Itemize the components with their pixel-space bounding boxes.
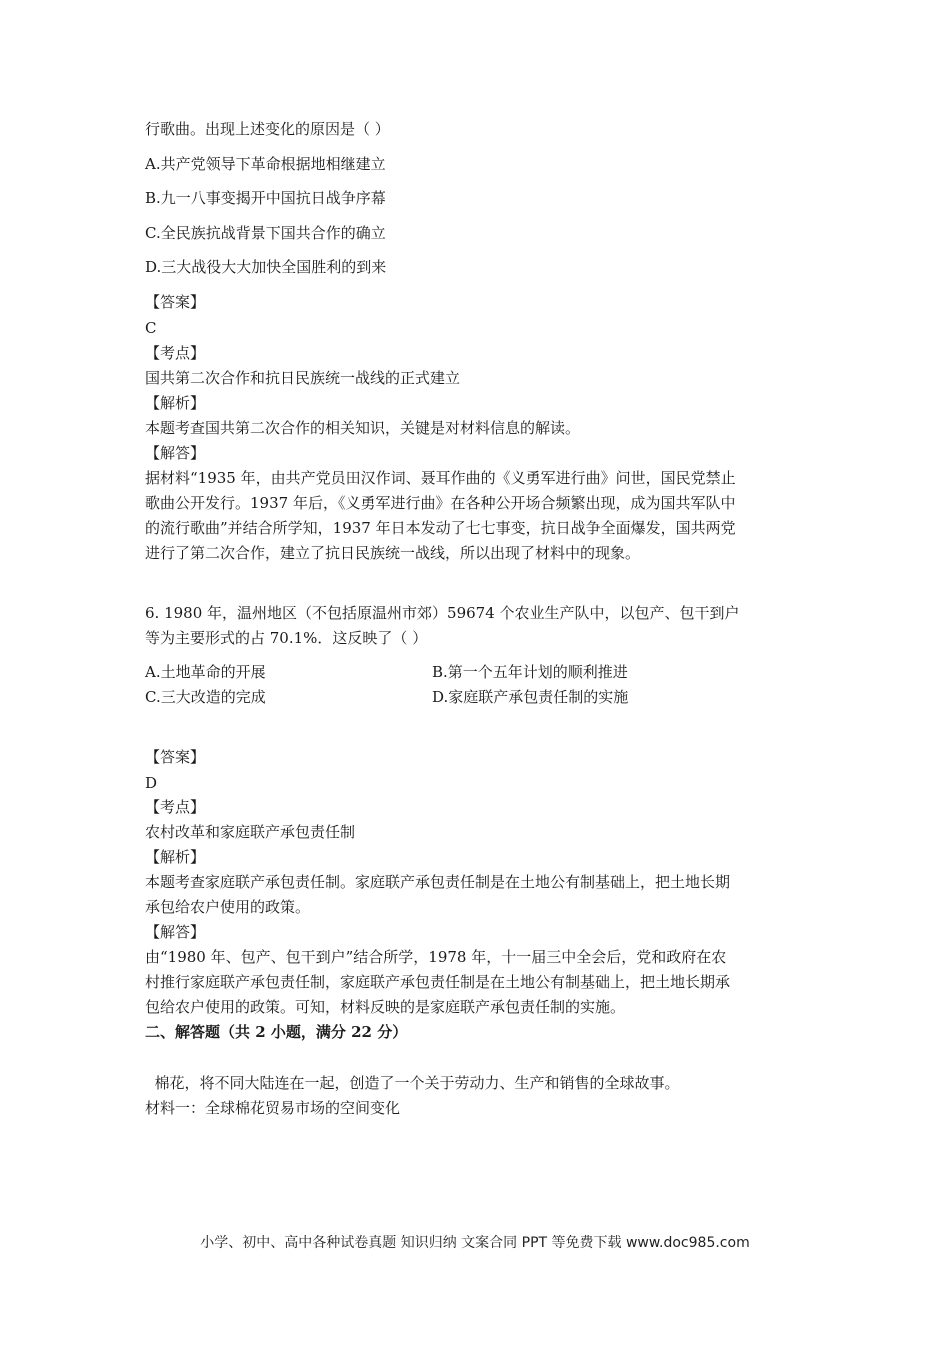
section-title: 二、解答题（共 2 小题，满分 22 分） xyxy=(145,1023,408,1041)
q6-point: 农村改革和家庭联产承包责任制 xyxy=(145,823,356,841)
q6-stem-line: 6. 1980 年，温州地区（不包括原温州市郊）59674 个农业生产队中，以包产、包干到户 xyxy=(145,604,740,622)
q6-solution-line: 包给农户使用的政策。可知，材料反映的是家庭联产承包责任制的实施。 xyxy=(145,998,626,1016)
q6-solution-line: 由“1980 年、包产、包干到户”结合所学，1978 年，十一届三中全会后，党和政府在农 xyxy=(145,948,727,966)
q5-solution-line: 的流行歌曲”并结合所学知，1937 年日本发动了七七事变，抗日战争全面爆发，国共两党 xyxy=(145,519,736,537)
q6-stem-line: 等为主要形式的占 70.1%．这反映了（ ） xyxy=(145,629,428,647)
q6-answer-label: 【答案】 xyxy=(145,748,206,766)
q6-analysis-line: 本题考查家庭联产承包责任制。家庭联产承包责任制是在土地公有制基础上，把土地长期 xyxy=(145,873,731,891)
q6-analysis-label: 【解析】 xyxy=(145,848,206,866)
q5-analysis: 本题考查国共第二次合作的相关知识，关键是对材料信息的解读。 xyxy=(145,419,581,437)
q5-solution-label: 【解答】 xyxy=(145,444,206,462)
q5-option-c: C.全民族抗战背景下国共合作的确立 xyxy=(145,224,386,242)
q6-solution-label: 【解答】 xyxy=(145,923,206,941)
q5-solution-line: 歌曲公开发行。1937 年后，《义勇军进行曲》在各种公开场合频繁出现，成为国共军队中 xyxy=(145,494,736,512)
q5-stem-tail: 行歌曲。出现上述变化的原因是（ ） xyxy=(145,120,390,138)
q6-option-b: B.第一个五年计划的顺利推进 xyxy=(432,663,628,681)
q5-answer-label: 【答案】 xyxy=(145,293,206,311)
q6-option-c: C.三大改造的完成 xyxy=(145,688,266,706)
q5-analysis-label: 【解析】 xyxy=(145,394,206,412)
q6-answer: D xyxy=(145,774,158,792)
q5-option-d: D.三大战役大大加快全国胜利的到来 xyxy=(145,258,387,276)
q6-solution-line: 村推行家庭联产承包责任制，家庭联产承包责任制是在土地公有制基础上，把土地长期承 xyxy=(145,973,731,991)
q5-point-label: 【考点】 xyxy=(145,344,206,362)
q6-option-d: D.家庭联产承包责任制的实施 xyxy=(432,688,629,706)
q5-answer: C xyxy=(145,319,157,337)
q6-point-label: 【考点】 xyxy=(145,798,206,816)
q6-analysis-line: 承包给农户使用的政策。 xyxy=(145,898,311,916)
q5-solution-line: 进行了第二次合作，建立了抗日民族统一战线，所以出现了材料中的现象。 xyxy=(145,544,641,562)
q5-option-b: B.九一八事变揭开中国抗日战争序幕 xyxy=(145,189,386,207)
q6-option-a: A.土地革命的开展 xyxy=(145,663,266,681)
section-intro: 棉花，将不同大陆连在一起，创造了一个关于劳动力、生产和销售的全球故事。 xyxy=(145,1074,680,1092)
q5-solution-line: 据材料“1935 年，由共产党员田汉作词、聂耳作曲的《义勇军进行曲》问世，国民党禁止 xyxy=(145,469,736,487)
page-footer: 小学、初中、高中各种试卷真题 知识归纳 文案合同 PPT 等免费下载 www.doc985.com xyxy=(200,1235,750,1251)
q5-point: 国共第二次合作和抗日民族统一战线的正式建立 xyxy=(145,369,461,387)
material-one-title: 材料一：全球棉花贸易市场的空间变化 xyxy=(145,1099,401,1117)
q5-option-a: A.共产党领导下革命根据地相继建立 xyxy=(145,155,386,173)
